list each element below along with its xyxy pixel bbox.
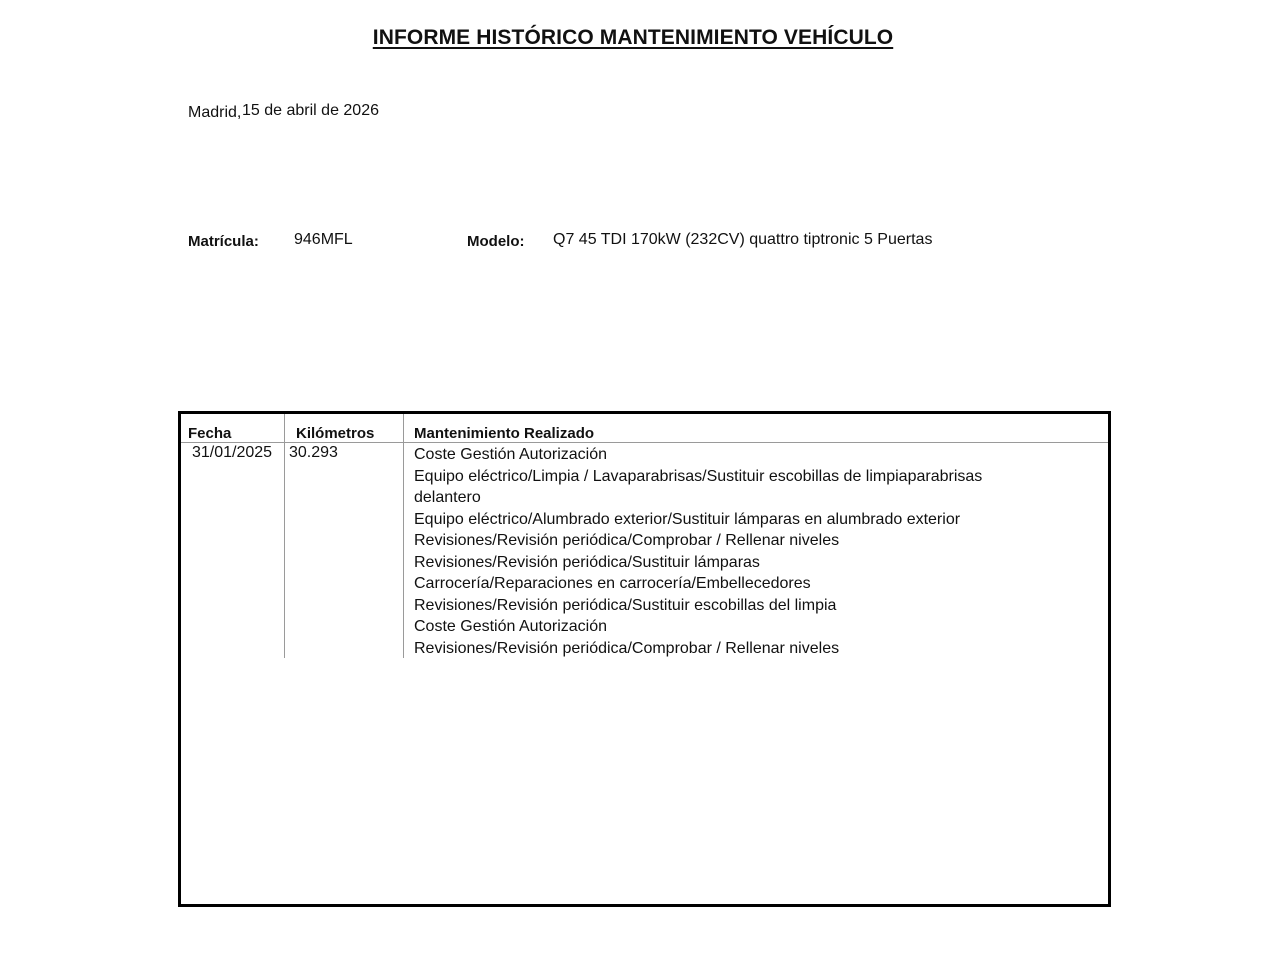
model-value: Q7 45 TDI 170kW (232CV) quattro tiptronic 5 Puertas [553, 231, 933, 248]
maintenance-item: Revisiones/Revisión periódica/Comprobar / Rellenar niveles [414, 532, 840, 549]
row-date: 31/01/2025 [192, 444, 273, 461]
header-divider [181, 442, 1108, 443]
maintenance-item: Carrocería/Reparaciones en carrocería/Embellecedores [414, 575, 811, 592]
maintenance-item: Revisiones/Revisión periódica/Sustituir escobillas del limpia [414, 596, 837, 614]
maintenance-item: Revisiones/Revisión periódica/Sustituir lámparas [414, 553, 760, 571]
report-date: 15 de abril de 2026 [242, 102, 379, 119]
row-km: 30.293 [289, 444, 338, 461]
maintenance-item: Equipo eléctrico/Limpia / Lavaparabrisas/Sustituir escobillas de limpiaparabrisas [414, 467, 983, 485]
plate-label: Matrícula: [188, 233, 259, 250]
report-title: INFORME HISTÓRICO MANTENIMIENTO VEHÍCULO [372, 26, 894, 49]
maintenance-item: Equipo eléctrico/Alumbrado exterior/Sustituir lámparas en alumbrado exterior [414, 510, 961, 528]
column-divider-date-km [284, 414, 285, 658]
maintenance-list [414, 444, 1014, 659]
report-city: Madrid, [188, 104, 242, 121]
header-maintenance: Mantenimiento Realizado [414, 425, 595, 442]
header-km: Kilómetros [296, 425, 375, 442]
maintenance-item: Revisiones/Revisión periódica/Comprobar / Rellenar niveles [414, 639, 840, 657]
maintenance-item: Coste Gestión Autorización [414, 446, 607, 463]
maintenance-item: delantero [414, 489, 481, 506]
plate-value: 946MFL [294, 231, 353, 248]
column-divider-km-maintenance [403, 414, 404, 658]
maintenance-item: Coste Gestión Autorización [414, 618, 607, 635]
model-label: Modelo: [467, 233, 525, 250]
header-date: Fecha [188, 425, 232, 442]
